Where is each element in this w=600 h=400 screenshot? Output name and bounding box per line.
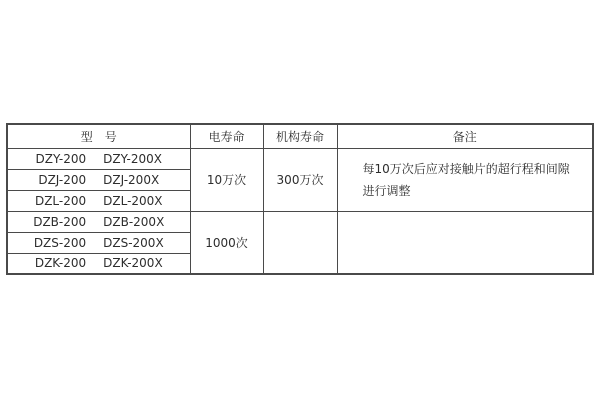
model-cell-dzk — [7, 253, 190, 274]
electrical-life-cell-group1: 10万次 — [190, 148, 263, 211]
header-mechanism-life: 机构寿命 — [263, 124, 337, 148]
model-name: DZS-200 — [33, 235, 87, 250]
model-cell-dzy — [7, 148, 190, 169]
model-name: DZJ-200 — [38, 172, 87, 187]
model-cell-dzb — [7, 211, 190, 232]
model-cell-dzj — [7, 169, 190, 190]
model-cell-dzs — [7, 232, 190, 253]
model-name: DZK-200 — [34, 256, 87, 271]
model-name: DZL-200 — [34, 193, 87, 208]
model-cell-dzl — [7, 190, 190, 211]
remark-line-1: 每10万次后应对接触片的超行程和间隙 — [362, 161, 570, 176]
model-name-x: DZS-200X — [103, 235, 164, 250]
model-name-x: DZL-200X — [103, 193, 163, 208]
remark-cell-group2 — [337, 211, 593, 274]
model-name: DZY-200 — [35, 151, 87, 166]
header-electrical-life: 电寿命 — [190, 124, 263, 148]
header-remark: 备注 — [337, 124, 593, 148]
mechanism-life-cell-group1: 300万次 — [263, 148, 337, 211]
table-row-dzb — [7, 211, 593, 232]
model-name-x: DZK-200X — [103, 256, 163, 271]
electrical-life-cell-group2: 1000次 — [190, 211, 263, 274]
table-header-row — [7, 124, 593, 148]
model-name: DZB-200 — [33, 214, 87, 229]
model-name-x: DZY-200X — [103, 151, 162, 166]
remark-cell-group1 — [337, 148, 593, 211]
remark-line-2: 进行调整 — [362, 183, 411, 198]
model-name-x: DZB-200X — [103, 214, 165, 229]
table-row-dzy — [7, 148, 593, 169]
relay-life-spec-table — [6, 123, 594, 275]
model-name-x: DZJ-200X — [103, 172, 160, 187]
mechanism-life-cell-group2 — [263, 211, 337, 274]
header-model: 型 号 — [7, 124, 190, 148]
